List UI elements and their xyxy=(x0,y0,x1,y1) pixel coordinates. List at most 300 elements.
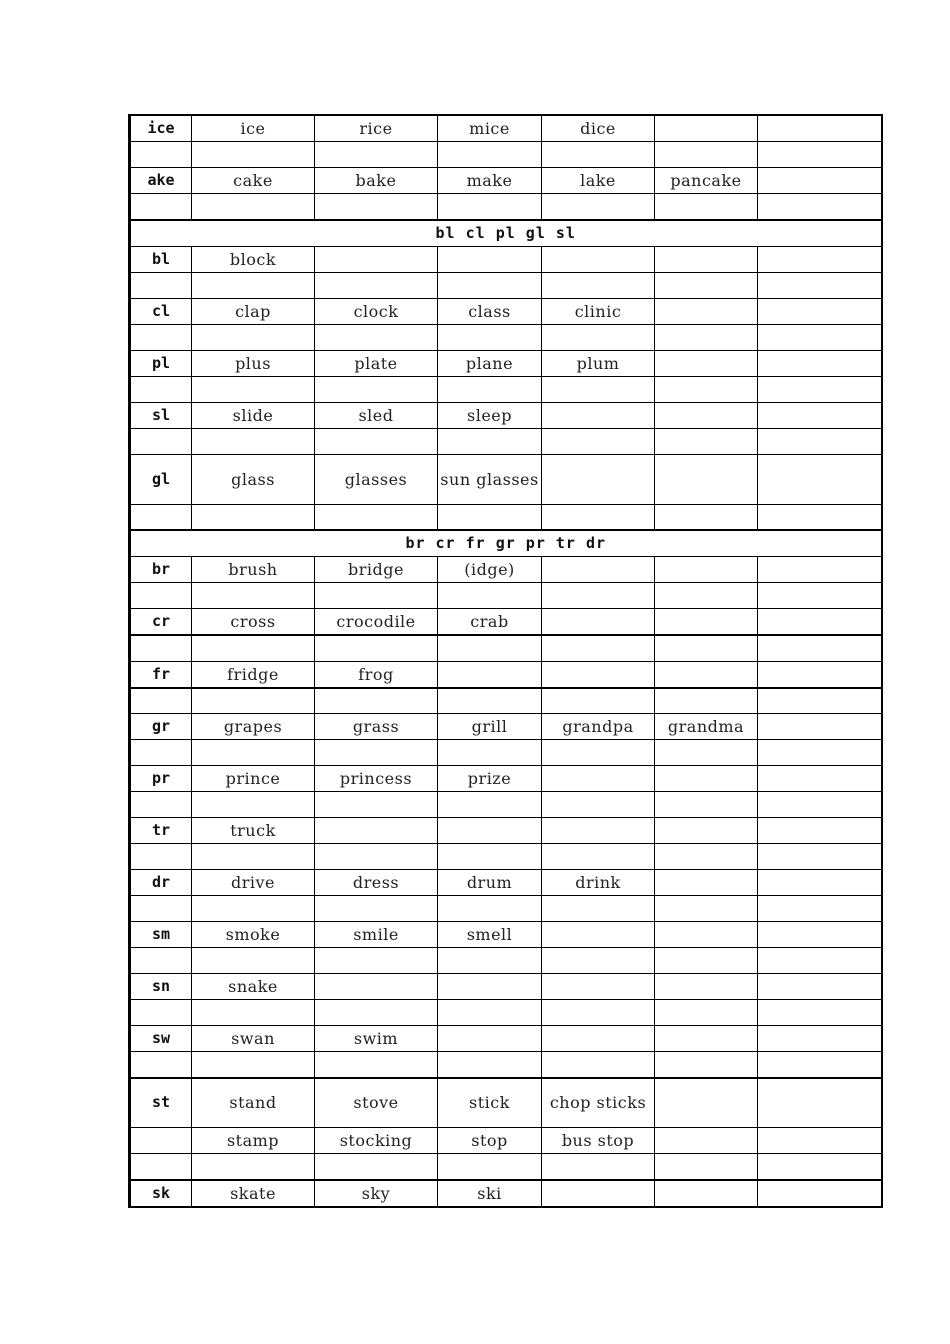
word-cell: smoke xyxy=(192,922,315,948)
blank-row xyxy=(130,740,882,766)
word-cell: lake xyxy=(542,168,655,194)
word-cell: prize xyxy=(438,766,542,792)
word-cell: glasses xyxy=(315,454,438,504)
word-cell xyxy=(758,974,882,1000)
blank-cell xyxy=(130,376,192,402)
section-header-row xyxy=(130,220,882,247)
blank-cell xyxy=(315,1000,438,1026)
blank-cell xyxy=(542,272,655,298)
blank-cell xyxy=(542,1000,655,1026)
blank-cell xyxy=(758,740,882,766)
blank-cell xyxy=(438,688,542,714)
sound-key-cell: sm xyxy=(130,922,192,948)
sound-key-cell: sn xyxy=(130,974,192,1000)
word-cell: ski xyxy=(438,1180,542,1207)
word-cell xyxy=(655,818,758,844)
blank-cell xyxy=(655,844,758,870)
blank-cell xyxy=(542,948,655,974)
sound-key-cell: st xyxy=(130,1078,192,1128)
word-cell xyxy=(758,609,882,636)
sound-key-cell xyxy=(130,1128,192,1154)
blank-cell xyxy=(130,504,192,530)
word-cell: plate xyxy=(315,350,438,376)
word-row xyxy=(130,115,882,142)
blank-cell xyxy=(130,948,192,974)
word-cell: (idge) xyxy=(438,557,542,583)
word-cell: truck xyxy=(192,818,315,844)
blank-cell xyxy=(758,688,882,714)
sound-key-cell: dr xyxy=(130,870,192,896)
word-cell: class xyxy=(438,298,542,324)
blank-cell xyxy=(315,792,438,818)
word-cell: fridge xyxy=(192,661,315,688)
word-cell: stove xyxy=(315,1078,438,1128)
blank-cell xyxy=(438,504,542,530)
word-cell xyxy=(758,922,882,948)
blank-cell xyxy=(192,428,315,454)
blank-cell xyxy=(655,792,758,818)
blank-cell xyxy=(192,324,315,350)
blank-cell xyxy=(438,1000,542,1026)
blank-cell xyxy=(315,635,438,661)
blank-row xyxy=(130,376,882,402)
blank-cell xyxy=(542,142,655,168)
blank-cell xyxy=(655,324,758,350)
blank-cell xyxy=(130,142,192,168)
word-cell xyxy=(758,557,882,583)
blank-row xyxy=(130,635,882,661)
blank-cell xyxy=(758,324,882,350)
blank-cell xyxy=(130,740,192,766)
word-row xyxy=(130,661,882,688)
word-row xyxy=(130,922,882,948)
blank-cell xyxy=(438,792,542,818)
word-cell xyxy=(758,1026,882,1052)
blank-row xyxy=(130,896,882,922)
blank-cell xyxy=(192,376,315,402)
blank-cell xyxy=(655,948,758,974)
sound-key-cell: cr xyxy=(130,609,192,636)
word-cell: make xyxy=(438,168,542,194)
blank-cell xyxy=(542,324,655,350)
word-cell: drive xyxy=(192,870,315,896)
blank-cell xyxy=(315,142,438,168)
sound-key-cell: sw xyxy=(130,1026,192,1052)
word-cell: grandpa xyxy=(542,714,655,740)
word-cell xyxy=(758,246,882,272)
word-cell: cross xyxy=(192,609,315,636)
blank-cell xyxy=(655,428,758,454)
blank-row xyxy=(130,142,882,168)
blank-cell xyxy=(438,844,542,870)
word-cell xyxy=(438,661,542,688)
blank-row xyxy=(130,792,882,818)
word-cell xyxy=(655,870,758,896)
word-cell: chop sticks xyxy=(542,1078,655,1128)
word-cell xyxy=(542,402,655,428)
blank-cell xyxy=(315,272,438,298)
blank-cell xyxy=(655,688,758,714)
word-cell xyxy=(655,298,758,324)
word-cell xyxy=(655,1026,758,1052)
word-cell: block xyxy=(192,246,315,272)
word-cell xyxy=(655,402,758,428)
word-cell xyxy=(438,818,542,844)
blank-cell xyxy=(192,272,315,298)
blank-cell xyxy=(438,428,542,454)
word-cell xyxy=(758,1128,882,1154)
word-cell xyxy=(758,454,882,504)
word-cell xyxy=(655,974,758,1000)
blank-cell xyxy=(758,428,882,454)
word-cell: frog xyxy=(315,661,438,688)
blank-cell xyxy=(655,1000,758,1026)
section-header-row xyxy=(130,530,882,557)
word-cell xyxy=(655,1128,758,1154)
blank-row xyxy=(130,583,882,609)
word-cell xyxy=(542,557,655,583)
word-cell xyxy=(655,922,758,948)
word-cell: clock xyxy=(315,298,438,324)
word-cell: bridge xyxy=(315,557,438,583)
sound-key-cell: ake xyxy=(130,168,192,194)
word-cell xyxy=(655,115,758,142)
sound-key-cell: ice xyxy=(130,115,192,142)
blank-cell xyxy=(130,1000,192,1026)
blank-cell xyxy=(758,1052,882,1078)
blank-cell xyxy=(192,583,315,609)
blank-cell xyxy=(655,142,758,168)
phonics-word-table xyxy=(128,114,883,1208)
blank-row xyxy=(130,844,882,870)
blank-cell xyxy=(438,324,542,350)
word-cell: plane xyxy=(438,350,542,376)
word-cell xyxy=(758,168,882,194)
word-cell xyxy=(315,818,438,844)
blank-cell xyxy=(542,194,655,220)
blank-cell xyxy=(542,583,655,609)
sound-key-cell: gr xyxy=(130,714,192,740)
word-row xyxy=(130,818,882,844)
blank-row xyxy=(130,504,882,530)
word-row xyxy=(130,974,882,1000)
sound-key-cell: cl xyxy=(130,298,192,324)
word-cell: stand xyxy=(192,1078,315,1128)
word-cell xyxy=(758,714,882,740)
blank-cell xyxy=(130,792,192,818)
blank-cell xyxy=(315,1154,438,1180)
word-cell: grass xyxy=(315,714,438,740)
word-cell: crab xyxy=(438,609,542,636)
word-cell xyxy=(542,609,655,636)
blank-cell xyxy=(130,324,192,350)
word-cell: clinic xyxy=(542,298,655,324)
word-cell: prince xyxy=(192,766,315,792)
blank-cell xyxy=(438,740,542,766)
blank-cell xyxy=(542,376,655,402)
word-cell xyxy=(655,350,758,376)
blank-cell xyxy=(315,948,438,974)
word-cell xyxy=(758,870,882,896)
sound-key-cell: pl xyxy=(130,350,192,376)
blank-cell xyxy=(438,1154,542,1180)
word-row xyxy=(130,1026,882,1052)
sound-key-cell: sl xyxy=(130,402,192,428)
blank-cell xyxy=(192,948,315,974)
word-row xyxy=(130,609,882,636)
blank-cell xyxy=(315,896,438,922)
word-cell xyxy=(758,350,882,376)
word-row xyxy=(130,168,882,194)
blank-cell xyxy=(438,635,542,661)
blank-cell xyxy=(655,194,758,220)
blank-cell xyxy=(655,635,758,661)
word-cell: princess xyxy=(315,766,438,792)
blank-cell xyxy=(192,1154,315,1180)
word-cell: bus stop xyxy=(542,1128,655,1154)
word-cell xyxy=(542,1026,655,1052)
word-cell xyxy=(438,246,542,272)
blank-cell xyxy=(438,142,542,168)
blank-cell xyxy=(438,194,542,220)
sound-key-cell: bl xyxy=(130,246,192,272)
sound-key-cell: sk xyxy=(130,1180,192,1207)
word-cell: smile xyxy=(315,922,438,948)
blank-cell xyxy=(758,792,882,818)
blank-cell xyxy=(315,428,438,454)
blank-cell xyxy=(315,740,438,766)
blank-cell xyxy=(192,1052,315,1078)
blank-cell xyxy=(758,504,882,530)
blank-cell xyxy=(130,844,192,870)
blank-cell xyxy=(655,272,758,298)
blank-cell xyxy=(315,504,438,530)
blank-cell xyxy=(542,896,655,922)
word-cell: sled xyxy=(315,402,438,428)
blank-cell xyxy=(315,583,438,609)
word-cell: sun glasses xyxy=(438,454,542,504)
sound-key-cell: fr xyxy=(130,661,192,688)
blank-cell xyxy=(438,272,542,298)
blank-cell xyxy=(758,272,882,298)
blank-cell xyxy=(130,1052,192,1078)
word-cell: grandma xyxy=(655,714,758,740)
word-cell xyxy=(655,1180,758,1207)
sound-key-cell: gl xyxy=(130,454,192,504)
blank-cell xyxy=(315,688,438,714)
word-cell xyxy=(542,661,655,688)
blank-cell xyxy=(130,194,192,220)
blank-cell xyxy=(655,740,758,766)
word-cell xyxy=(655,766,758,792)
blank-cell xyxy=(655,583,758,609)
blank-cell xyxy=(758,194,882,220)
blank-cell xyxy=(758,376,882,402)
blank-cell xyxy=(542,844,655,870)
word-cell: rice xyxy=(315,115,438,142)
word-cell: sleep xyxy=(438,402,542,428)
blank-cell xyxy=(130,896,192,922)
word-row xyxy=(130,870,882,896)
blank-cell xyxy=(130,635,192,661)
word-cell: plus xyxy=(192,350,315,376)
word-cell: drink xyxy=(542,870,655,896)
word-cell xyxy=(438,1026,542,1052)
blank-row xyxy=(130,324,882,350)
word-cell xyxy=(655,557,758,583)
word-cell xyxy=(438,974,542,1000)
blank-cell xyxy=(758,1154,882,1180)
blank-cell xyxy=(192,635,315,661)
blank-cell xyxy=(758,896,882,922)
blank-cell xyxy=(758,142,882,168)
blank-cell xyxy=(192,844,315,870)
word-cell: stocking xyxy=(315,1128,438,1154)
blank-cell xyxy=(438,376,542,402)
sound-key-cell: pr xyxy=(130,766,192,792)
blank-cell xyxy=(542,504,655,530)
blank-cell xyxy=(542,1154,655,1180)
word-cell: pancake xyxy=(655,168,758,194)
blank-row xyxy=(130,194,882,220)
blank-cell xyxy=(192,142,315,168)
blank-cell xyxy=(655,896,758,922)
blank-cell xyxy=(542,635,655,661)
blank-row xyxy=(130,428,882,454)
word-cell xyxy=(542,818,655,844)
blank-cell xyxy=(192,688,315,714)
blank-cell xyxy=(758,635,882,661)
blank-cell xyxy=(655,376,758,402)
word-cell xyxy=(758,661,882,688)
sound-key-cell: tr xyxy=(130,818,192,844)
word-cell xyxy=(655,661,758,688)
word-cell xyxy=(758,115,882,142)
word-cell: swim xyxy=(315,1026,438,1052)
word-cell xyxy=(758,766,882,792)
blank-row xyxy=(130,272,882,298)
blank-cell xyxy=(192,896,315,922)
word-cell: brush xyxy=(192,557,315,583)
word-row xyxy=(130,454,882,504)
blank-cell xyxy=(130,272,192,298)
word-cell: bake xyxy=(315,168,438,194)
blank-cell xyxy=(542,428,655,454)
word-row xyxy=(130,402,882,428)
word-row xyxy=(130,246,882,272)
word-row xyxy=(130,298,882,324)
word-cell xyxy=(542,974,655,1000)
word-cell: plum xyxy=(542,350,655,376)
word-cell: drum xyxy=(438,870,542,896)
blank-cell xyxy=(542,688,655,714)
blank-row xyxy=(130,1052,882,1078)
word-cell: dice xyxy=(542,115,655,142)
blank-row xyxy=(130,1154,882,1180)
word-cell xyxy=(758,1078,882,1128)
blank-cell xyxy=(192,740,315,766)
blank-cell xyxy=(315,376,438,402)
word-row xyxy=(130,557,882,583)
blank-cell xyxy=(192,504,315,530)
word-cell: grill xyxy=(438,714,542,740)
word-cell: slide xyxy=(192,402,315,428)
word-cell: dress xyxy=(315,870,438,896)
blank-cell xyxy=(438,1052,542,1078)
word-cell xyxy=(542,922,655,948)
sound-key-cell: br xyxy=(130,557,192,583)
blank-cell xyxy=(315,1052,438,1078)
blank-cell xyxy=(438,583,542,609)
word-cell xyxy=(542,454,655,504)
blank-cell xyxy=(315,324,438,350)
blank-row xyxy=(130,948,882,974)
word-cell: stick xyxy=(438,1078,542,1128)
word-cell xyxy=(655,1078,758,1128)
blank-cell xyxy=(315,844,438,870)
word-cell xyxy=(542,246,655,272)
word-cell xyxy=(758,402,882,428)
word-row xyxy=(130,714,882,740)
blank-cell xyxy=(192,792,315,818)
blank-cell xyxy=(130,1154,192,1180)
word-cell xyxy=(315,974,438,1000)
blank-cell xyxy=(655,1154,758,1180)
word-cell: stop xyxy=(438,1128,542,1154)
word-row xyxy=(130,350,882,376)
word-cell xyxy=(542,1180,655,1207)
blank-cell xyxy=(192,194,315,220)
blank-cell xyxy=(130,688,192,714)
word-cell xyxy=(315,246,438,272)
word-cell: mice xyxy=(438,115,542,142)
blank-cell xyxy=(130,428,192,454)
blank-cell xyxy=(542,792,655,818)
blank-row xyxy=(130,1000,882,1026)
word-cell: crocodile xyxy=(315,609,438,636)
word-cell xyxy=(655,609,758,636)
section-header: br cr fr gr pr tr dr xyxy=(130,530,882,557)
word-cell: swan xyxy=(192,1026,315,1052)
word-row xyxy=(130,1128,882,1154)
word-row xyxy=(130,766,882,792)
blank-cell xyxy=(542,1052,655,1078)
word-cell: stamp xyxy=(192,1128,315,1154)
word-cell: skate xyxy=(192,1180,315,1207)
word-cell: sky xyxy=(315,1180,438,1207)
word-cell: clap xyxy=(192,298,315,324)
section-header: bl cl pl gl sl xyxy=(130,220,882,247)
word-cell xyxy=(655,246,758,272)
blank-cell xyxy=(758,948,882,974)
word-row xyxy=(130,1078,882,1128)
word-cell xyxy=(758,818,882,844)
word-cell: smell xyxy=(438,922,542,948)
blank-cell xyxy=(655,1052,758,1078)
blank-cell xyxy=(655,504,758,530)
word-cell xyxy=(758,298,882,324)
blank-row xyxy=(130,688,882,714)
blank-cell xyxy=(315,194,438,220)
blank-cell xyxy=(438,948,542,974)
blank-cell xyxy=(758,844,882,870)
word-row xyxy=(130,1180,882,1207)
word-cell: grapes xyxy=(192,714,315,740)
word-cell: cake xyxy=(192,168,315,194)
word-cell xyxy=(542,766,655,792)
blank-cell xyxy=(130,583,192,609)
word-cell: ice xyxy=(192,115,315,142)
